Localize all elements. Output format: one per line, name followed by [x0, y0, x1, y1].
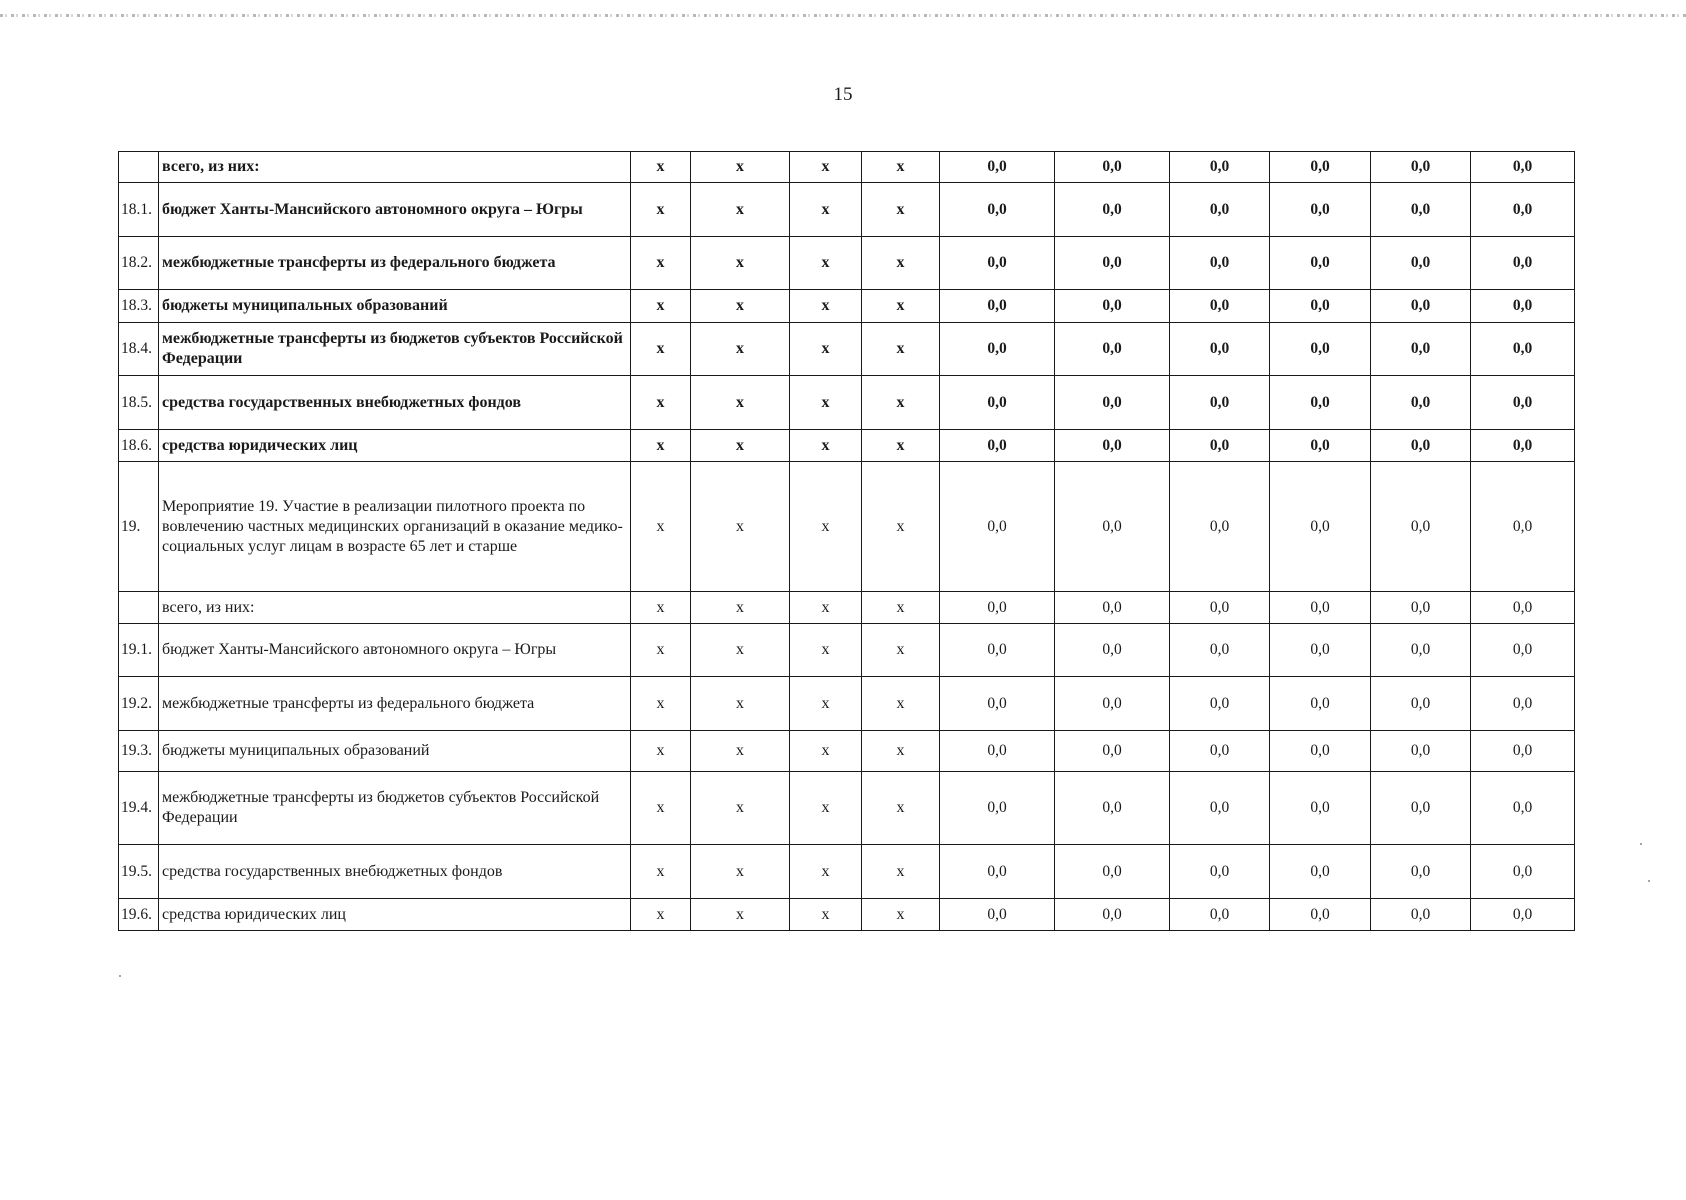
value-cell: 0,0 [940, 430, 1055, 462]
mark-cell: x [790, 624, 862, 677]
mark-cell: x [691, 899, 790, 931]
table-row [119, 237, 1575, 290]
mark-cell: x [862, 290, 940, 323]
value-cell: 0,0 [1270, 899, 1371, 931]
value-cell: 0,0 [940, 323, 1055, 376]
value-cell: 0,0 [1270, 845, 1371, 899]
mark-cell: x [631, 677, 691, 731]
value-cell: 0,0 [1371, 845, 1471, 899]
value-cell: 0,0 [940, 462, 1055, 592]
value-cell: 0,0 [1055, 237, 1170, 290]
mark-cell: x [631, 731, 691, 772]
value-cell: 0,0 [940, 152, 1055, 183]
row-number: 18.1. [119, 183, 159, 237]
value-cell: 0,0 [1471, 899, 1575, 931]
mark-cell: x [862, 152, 940, 183]
value-cell: 0,0 [1371, 677, 1471, 731]
mark-cell: x [862, 592, 940, 624]
value-cell: 0,0 [940, 677, 1055, 731]
value-cell: 0,0 [940, 592, 1055, 624]
mark-cell: x [691, 592, 790, 624]
row-number: 19.5. [119, 845, 159, 899]
value-cell: 0,0 [1471, 624, 1575, 677]
row-number: 19. [119, 462, 159, 592]
row-number: 19.6. [119, 899, 159, 931]
value-cell: 0,0 [1055, 899, 1170, 931]
value-cell: 0,0 [1055, 845, 1170, 899]
mark-cell: x [691, 731, 790, 772]
value-cell: 0,0 [1170, 462, 1270, 592]
mark-cell: x [631, 152, 691, 183]
mark-cell: x [691, 152, 790, 183]
row-name: бюджет Ханты-Мансийского автономного округа – Югры [159, 624, 631, 677]
value-cell: 0,0 [1371, 376, 1471, 430]
table-row [119, 677, 1575, 731]
value-cell: 0,0 [1471, 677, 1575, 731]
row-number: 18.2. [119, 237, 159, 290]
mark-cell: x [790, 237, 862, 290]
row-number [119, 152, 159, 183]
mark-cell: x [631, 183, 691, 237]
mark-cell: x [691, 624, 790, 677]
mark-cell: x [790, 430, 862, 462]
value-cell: 0,0 [1270, 152, 1371, 183]
mark-cell: x [790, 290, 862, 323]
table-row [119, 772, 1575, 845]
scan-speck [1648, 880, 1650, 882]
table-row [119, 592, 1575, 624]
budget-table-body [119, 152, 1575, 931]
table-row [119, 152, 1575, 183]
table-row [119, 290, 1575, 323]
value-cell: 0,0 [940, 183, 1055, 237]
value-cell: 0,0 [1170, 237, 1270, 290]
value-cell: 0,0 [1170, 183, 1270, 237]
value-cell: 0,0 [1055, 462, 1170, 592]
value-cell: 0,0 [1371, 237, 1471, 290]
value-cell: 0,0 [1055, 592, 1170, 624]
mark-cell: x [631, 462, 691, 592]
table-row [119, 462, 1575, 592]
value-cell: 0,0 [1055, 430, 1170, 462]
mark-cell: x [631, 772, 691, 845]
mark-cell: x [862, 845, 940, 899]
mark-cell: x [691, 430, 790, 462]
row-number: 19.3. [119, 731, 159, 772]
value-cell: 0,0 [1371, 624, 1471, 677]
mark-cell: x [862, 899, 940, 931]
row-number: 19.2. [119, 677, 159, 731]
value-cell: 0,0 [1170, 731, 1270, 772]
value-cell: 0,0 [1270, 290, 1371, 323]
mark-cell: x [691, 376, 790, 430]
row-name: средства государственных внебюджетных фондов [159, 376, 631, 430]
value-cell: 0,0 [1371, 772, 1471, 845]
mark-cell: x [862, 677, 940, 731]
value-cell: 0,0 [940, 845, 1055, 899]
mark-cell: x [862, 237, 940, 290]
mark-cell: x [790, 772, 862, 845]
row-number [119, 592, 159, 624]
mark-cell: x [790, 152, 862, 183]
mark-cell: x [631, 290, 691, 323]
value-cell: 0,0 [1471, 237, 1575, 290]
value-cell: 0,0 [1170, 430, 1270, 462]
table-row [119, 899, 1575, 931]
mark-cell: x [691, 845, 790, 899]
value-cell: 0,0 [940, 772, 1055, 845]
value-cell: 0,0 [940, 376, 1055, 430]
value-cell: 0,0 [1471, 772, 1575, 845]
value-cell: 0,0 [940, 290, 1055, 323]
value-cell: 0,0 [1471, 592, 1575, 624]
value-cell: 0,0 [1371, 430, 1471, 462]
table-row [119, 323, 1575, 376]
row-number: 18.3. [119, 290, 159, 323]
value-cell: 0,0 [1471, 845, 1575, 899]
value-cell: 0,0 [1055, 183, 1170, 237]
mark-cell: x [631, 376, 691, 430]
value-cell: 0,0 [1471, 376, 1575, 430]
row-number: 19.4. [119, 772, 159, 845]
mark-cell: x [862, 323, 940, 376]
row-number: 18.4. [119, 323, 159, 376]
value-cell: 0,0 [1055, 376, 1170, 430]
value-cell: 0,0 [940, 731, 1055, 772]
value-cell: 0,0 [1371, 323, 1471, 376]
value-cell: 0,0 [1055, 323, 1170, 376]
value-cell: 0,0 [1170, 592, 1270, 624]
row-number: 18.6. [119, 430, 159, 462]
value-cell: 0,0 [1371, 152, 1471, 183]
mark-cell: x [631, 237, 691, 290]
mark-cell: x [790, 592, 862, 624]
value-cell: 0,0 [1170, 899, 1270, 931]
value-cell: 0,0 [1471, 290, 1575, 323]
mark-cell: x [790, 323, 862, 376]
row-name: Мероприятие 19. Участие в реализации пилотного проекта по вовлечению частных медицинских организаций в оказание медико-социальных услуг лицам в возрасте 65 лет и старше [159, 462, 631, 592]
value-cell: 0,0 [1270, 731, 1371, 772]
mark-cell: x [631, 430, 691, 462]
row-name: бюджет Ханты-Мансийского автономного округа – Югры [159, 183, 631, 237]
mark-cell: x [631, 624, 691, 677]
mark-cell: x [691, 323, 790, 376]
value-cell: 0,0 [1055, 731, 1170, 772]
table-row [119, 183, 1575, 237]
scan-speck [1640, 843, 1642, 845]
value-cell: 0,0 [1270, 772, 1371, 845]
value-cell: 0,0 [1471, 183, 1575, 237]
value-cell: 0,0 [940, 899, 1055, 931]
value-cell: 0,0 [1170, 323, 1270, 376]
value-cell: 0,0 [1270, 237, 1371, 290]
mark-cell: x [790, 183, 862, 237]
value-cell: 0,0 [1471, 323, 1575, 376]
row-name: средства государственных внебюджетных фондов [159, 845, 631, 899]
value-cell: 0,0 [1170, 152, 1270, 183]
mark-cell: x [862, 731, 940, 772]
table-row [119, 624, 1575, 677]
mark-cell: x [862, 772, 940, 845]
value-cell: 0,0 [1270, 376, 1371, 430]
mark-cell: x [862, 183, 940, 237]
value-cell: 0,0 [1471, 731, 1575, 772]
value-cell: 0,0 [1471, 430, 1575, 462]
mark-cell: x [691, 290, 790, 323]
value-cell: 0,0 [1170, 845, 1270, 899]
row-name: средства юридических лиц [159, 899, 631, 931]
mark-cell: x [631, 899, 691, 931]
value-cell: 0,0 [1170, 677, 1270, 731]
value-cell: 0,0 [1270, 183, 1371, 237]
row-name: межбюджетные трансферты из бюджетов субъектов Российской Федерации [159, 772, 631, 845]
value-cell: 0,0 [1170, 624, 1270, 677]
mark-cell: x [691, 183, 790, 237]
value-cell: 0,0 [1270, 592, 1371, 624]
table-row [119, 430, 1575, 462]
value-cell: 0,0 [1270, 677, 1371, 731]
value-cell: 0,0 [940, 237, 1055, 290]
value-cell: 0,0 [1371, 731, 1471, 772]
mark-cell: x [631, 592, 691, 624]
value-cell: 0,0 [1471, 152, 1575, 183]
mark-cell: x [790, 845, 862, 899]
value-cell: 0,0 [1270, 462, 1371, 592]
mark-cell: x [862, 462, 940, 592]
row-number: 18.5. [119, 376, 159, 430]
mark-cell: x [862, 376, 940, 430]
budget-table [118, 151, 1575, 931]
row-name: бюджеты муниципальных образований [159, 731, 631, 772]
table-row [119, 731, 1575, 772]
value-cell: 0,0 [1055, 290, 1170, 323]
value-cell: 0,0 [1371, 899, 1471, 931]
value-cell: 0,0 [1371, 592, 1471, 624]
row-name: всего, из них: [159, 152, 631, 183]
mark-cell: x [790, 899, 862, 931]
value-cell: 0,0 [1055, 152, 1170, 183]
value-cell: 0,0 [1055, 677, 1170, 731]
row-name: средства юридических лиц [159, 430, 631, 462]
mark-cell: x [790, 462, 862, 592]
mark-cell: x [631, 845, 691, 899]
table-row [119, 376, 1575, 430]
scan-speck [119, 975, 121, 977]
mark-cell: x [790, 677, 862, 731]
mark-cell: x [790, 731, 862, 772]
mark-cell: x [862, 430, 940, 462]
page-number: 15 [833, 84, 853, 105]
value-cell: 0,0 [1270, 430, 1371, 462]
value-cell: 0,0 [1371, 462, 1471, 592]
value-cell: 0,0 [1270, 323, 1371, 376]
value-cell: 0,0 [1471, 462, 1575, 592]
mark-cell: x [691, 677, 790, 731]
value-cell: 0,0 [1371, 183, 1471, 237]
mark-cell: x [790, 376, 862, 430]
scan-edge-artifact [0, 14, 1686, 17]
row-name: всего, из них: [159, 592, 631, 624]
row-name: межбюджетные трансферты из федерального бюджета [159, 677, 631, 731]
row-number: 19.1. [119, 624, 159, 677]
row-name: межбюджетные трансферты из федерального бюджета [159, 237, 631, 290]
value-cell: 0,0 [1170, 376, 1270, 430]
value-cell: 0,0 [1270, 624, 1371, 677]
value-cell: 0,0 [1170, 290, 1270, 323]
mark-cell: x [862, 624, 940, 677]
value-cell: 0,0 [1055, 624, 1170, 677]
table-row [119, 845, 1575, 899]
mark-cell: x [691, 772, 790, 845]
row-name: межбюджетные трансферты из бюджетов субъектов Российской Федерации [159, 323, 631, 376]
mark-cell: x [691, 237, 790, 290]
mark-cell: x [631, 323, 691, 376]
row-name: бюджеты муниципальных образований [159, 290, 631, 323]
value-cell: 0,0 [1170, 772, 1270, 845]
mark-cell: x [691, 462, 790, 592]
value-cell: 0,0 [1371, 290, 1471, 323]
value-cell: 0,0 [940, 624, 1055, 677]
value-cell: 0,0 [1055, 772, 1170, 845]
